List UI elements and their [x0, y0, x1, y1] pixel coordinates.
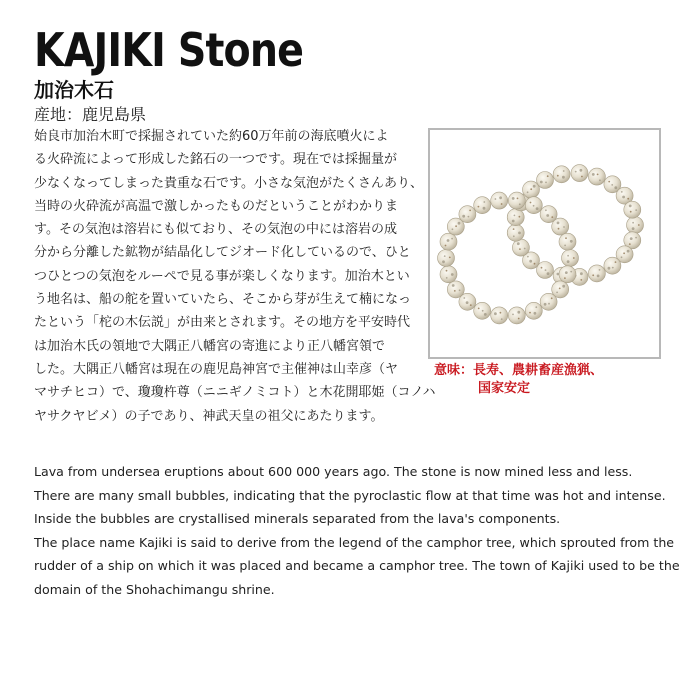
bead-speck [623, 252, 625, 254]
bead-speck [517, 242, 520, 245]
bead-speck [449, 257, 451, 259]
bead-speck [611, 184, 613, 186]
bead-speck [540, 181, 543, 184]
bead-speck [455, 225, 457, 227]
meaning-note [434, 362, 674, 398]
bead-speck [580, 169, 583, 172]
jp-line: う地名は、船の舵を置いていたら、そこから芽が生えて楠になっ [34, 292, 412, 308]
bead [588, 168, 605, 185]
bead [508, 192, 525, 209]
bead-speck [541, 267, 543, 269]
bead [440, 266, 457, 283]
en-line: There are many small bubbles, indicating that the pyroclastic flow at that time was hot and intense. [34, 487, 666, 503]
jp-line: 分から分離した鉱物が結晶化してジオード化しているので、ひと [34, 245, 411, 261]
bead-speck [442, 260, 445, 263]
bead-speck [544, 303, 547, 306]
bead-speck [519, 248, 521, 250]
bead-speck [519, 203, 521, 205]
bead-speck [500, 312, 502, 314]
bead-speck [447, 239, 450, 242]
bead-speck [599, 179, 601, 181]
bead-speck [483, 201, 485, 203]
japanese-name: 加治木石 [34, 78, 114, 102]
bead-speck [592, 274, 594, 276]
bead-speck [494, 312, 497, 315]
jp-line: す。その気泡は溶岩にも似ており、その気泡の中には溶岩の成 [34, 222, 397, 238]
bead-speck [533, 205, 535, 207]
bead [552, 218, 569, 235]
bead-speck [547, 175, 549, 177]
bead-speck [454, 290, 456, 292]
bead-speck [621, 256, 623, 258]
bead-speck [632, 222, 634, 224]
bead-speck [527, 256, 529, 258]
jp-line: した。大隅正八幡宮は現在の鹿児島神宮で主催神は山幸彦（ヤ [34, 361, 399, 377]
bead [604, 257, 621, 274]
bead-speck [614, 186, 617, 189]
en-line: domain of the Shohachimangu shrine. [34, 581, 275, 597]
jp-line: ヤサクヤビメ）の子であり、神武天皇の祖父にあたります。 [34, 408, 384, 424]
bead-speck [514, 215, 516, 217]
bead-speck [564, 245, 566, 247]
bead-speck [530, 202, 532, 204]
english-description [34, 460, 680, 601]
bead-speck [534, 263, 536, 265]
jp-line: は加治木氏の領地で大隅正八幡宮の寄進により正八幡宮領で [34, 338, 386, 354]
bead-speck [559, 288, 561, 290]
bead-speck [452, 228, 454, 230]
bead-speck [581, 176, 583, 178]
bead [624, 201, 641, 218]
bead [540, 293, 557, 310]
jp-line: 当時の火砕流が高温で激しかったものだということがわかりま [34, 198, 399, 214]
bead [507, 224, 524, 241]
bead [588, 265, 605, 282]
bead-speck [551, 297, 553, 299]
bead-speck [622, 196, 625, 199]
bead-speck [463, 297, 465, 299]
bead-speck [580, 279, 582, 281]
bead [512, 239, 529, 256]
bead-speck [470, 304, 472, 306]
bead-speck [557, 222, 560, 225]
bead [438, 250, 455, 267]
bead-speck [592, 173, 595, 176]
bead-speck [635, 237, 637, 239]
bead-speck [459, 289, 461, 291]
bead-speck [599, 269, 601, 271]
jp-line: たという「柁の木伝説」が由来とされます。その地方を平安時代 [34, 315, 410, 331]
bead-speck [627, 198, 629, 200]
bead-speck [451, 238, 453, 240]
bead [525, 302, 542, 319]
bead-speck [612, 267, 614, 269]
bead-speck [536, 207, 539, 210]
bead-speck [632, 227, 635, 230]
bead-speck [478, 308, 480, 310]
bead-speck [469, 210, 471, 212]
bead-speck [527, 191, 529, 193]
en-line: The place name Kajiki is said to derive from the legend of the camphor tree, which sprouted from the [34, 534, 675, 550]
bead [508, 307, 525, 324]
bead-speck [597, 275, 600, 278]
bead-speck [484, 313, 487, 316]
bead-speck [501, 203, 503, 205]
bead-speck [478, 206, 480, 208]
jp-line: る火砕流によって形成した銘石の一つです。現在では採掘量が [34, 152, 397, 168]
bead-speck [635, 209, 637, 211]
bead-speck [452, 284, 455, 287]
bead-speck [570, 271, 572, 273]
bead-speck [513, 228, 515, 230]
bead-speck [462, 215, 465, 218]
bead-speck [517, 311, 520, 314]
bead-speck [564, 277, 566, 279]
bead-speck [451, 273, 454, 276]
bead [474, 197, 491, 214]
bead-speck [512, 220, 515, 223]
bead-speck [499, 196, 502, 199]
bead-speck [621, 191, 623, 193]
bead-speck [483, 207, 486, 210]
page-title: KAJIKI Stone [34, 23, 304, 77]
bead-speck [512, 197, 515, 200]
bead [507, 209, 524, 226]
bead-speck [545, 269, 547, 271]
bead-speck [630, 237, 633, 240]
jp-line: マサチヒコ）で、瓊瓊杵尊（ニニギノミコト）と木花開耶姫（コノハ [34, 385, 436, 401]
jp-line: つひとつの気泡をルーペで見る事が楽しくなります。加治木とい [34, 268, 410, 284]
bead-speck [529, 312, 531, 314]
bead-speck [518, 232, 521, 235]
bead-speck [627, 250, 630, 253]
bead-speck [562, 176, 565, 179]
meaning-line-2: 国家安定 [478, 381, 531, 396]
bead-speck [458, 222, 461, 225]
bead-speck [548, 303, 550, 305]
bead-speck [551, 216, 553, 218]
bead-speck [466, 301, 469, 304]
bead-speck [615, 261, 617, 263]
bead [447, 281, 464, 298]
bead-speck [545, 182, 547, 184]
bead [559, 233, 576, 250]
bead-speck [573, 257, 575, 259]
bead-speck [562, 285, 565, 288]
bead-speck [495, 198, 497, 200]
en-line: rudder of a ship on which it was placed and became a camphor tree. The town of Kajiki used to be the [34, 558, 680, 573]
bead-speck [501, 318, 503, 320]
bead [559, 266, 576, 283]
bead-speck [517, 198, 519, 200]
bead-speck [608, 181, 610, 183]
bead-speck [629, 205, 632, 208]
bead-speck [518, 318, 520, 320]
japanese-description [34, 125, 436, 428]
bead-speck [563, 170, 565, 172]
bead-speck [482, 310, 484, 312]
bead-speck [444, 255, 446, 257]
meaning-line-1: 意味：長寿、農耕畜産漁猟、 [434, 363, 604, 378]
bead-speck [565, 271, 568, 274]
bead-speck [567, 255, 569, 257]
bead-speck [638, 224, 640, 226]
bead-speck [524, 248, 526, 250]
en-line: Inside the bubbles are crystallised minerals separated from the lava's components. [34, 511, 561, 526]
bead-speck [512, 314, 514, 316]
bead-speck [530, 188, 532, 190]
bead-speck [533, 185, 536, 188]
bead [491, 192, 508, 209]
bead-speck [630, 211, 632, 213]
bead-speck [580, 272, 583, 275]
bead-speck [519, 216, 521, 218]
origin-label: 産地：鹿児島県 [34, 105, 147, 124]
bead-speck [570, 240, 573, 243]
bead-speck [445, 245, 447, 247]
bead [537, 172, 554, 189]
bead-speck [558, 228, 560, 230]
bead [459, 206, 476, 223]
en-line: Lava from undersea eruptions about 600 000 years ago. The stone is now mined less and less. [34, 464, 633, 479]
bead-speck [608, 267, 611, 270]
bead-speck [446, 270, 448, 272]
bead-speck [513, 235, 515, 237]
bead-speck [547, 272, 550, 275]
bead-speck [529, 260, 532, 263]
bead-speck [575, 171, 577, 173]
bracelet-photo [428, 128, 661, 359]
bead-speck [535, 306, 537, 308]
bead [562, 250, 579, 267]
bead [553, 166, 570, 183]
bead [491, 307, 508, 324]
bead [571, 165, 588, 182]
bead-speck [468, 216, 470, 218]
bead-speck [565, 237, 567, 239]
jp-line: 少なくなってしまった貴重な石です。小さな気泡がたくさんあり、 [34, 175, 423, 191]
bead-speck [556, 292, 558, 294]
bead-speck [597, 174, 599, 176]
bead-speck [446, 277, 448, 279]
bead [627, 217, 644, 234]
bead-speck [563, 226, 565, 228]
bead-speck [557, 175, 559, 177]
bead-speck [534, 312, 537, 315]
bead-speck [629, 243, 631, 245]
bead-speck [567, 260, 570, 263]
bead-bracelets-image [430, 130, 659, 357]
bead-speck [545, 209, 547, 211]
bead-speck [546, 214, 549, 217]
jp-line: 始良市加治木町で採掘されていた約60万年前の海底噴火によ [34, 129, 389, 144]
